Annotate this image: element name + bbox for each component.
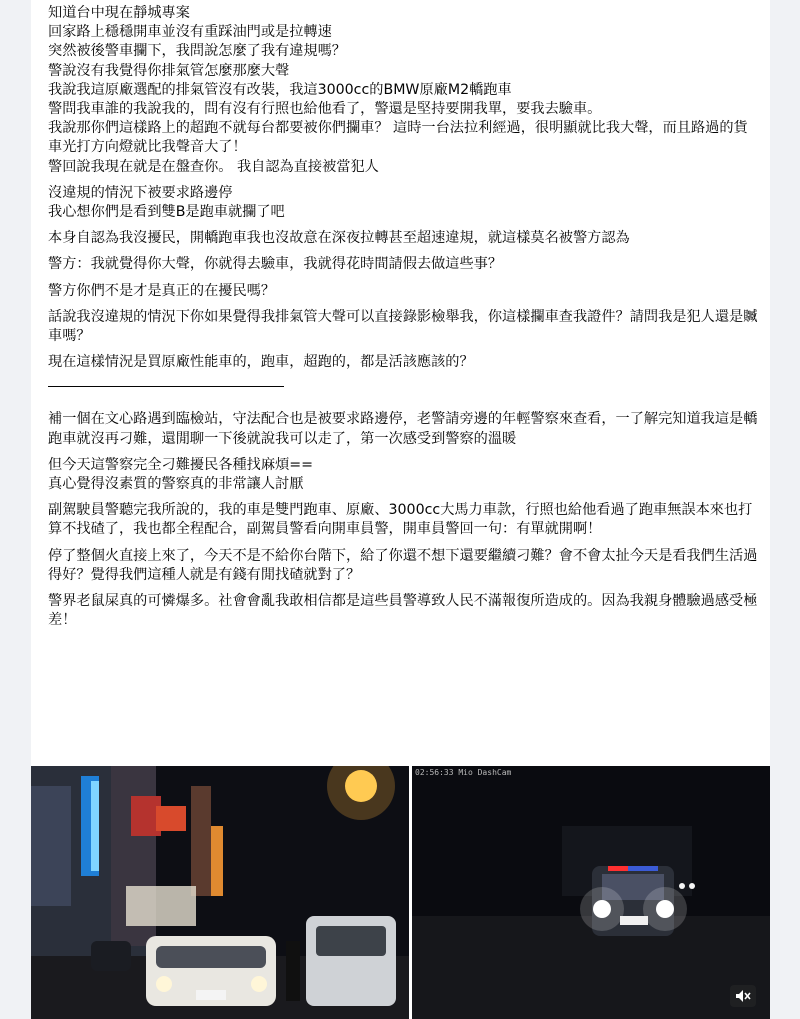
post-paragraphs-after: [48, 410, 760, 630]
post-card: [31, 0, 770, 1019]
paragraph: [48, 501, 760, 539]
paragraph: [48, 308, 760, 346]
post-text: [48, 4, 760, 637]
paragraph-line: 警回說我現在就是在盤查你。 我自認為直接被當犯人: [48, 158, 379, 175]
paragraph-line: 停了整個火直接上來了，今天不是不給你台階下，給了你還不想下還要繼續刁難？會不會太扯今天是看我們生活過得好？覺得我們這種人就是有錢有閒找碴就對了？: [48, 547, 758, 583]
paragraph-line: 我心想你們是看到雙B是跑車就攔了吧: [48, 204, 285, 221]
paragraph-line: 本身自認為我沒擾民，開轎跑車我也沒故意在深夜拉轉甚至超速違規，就這樣莫名被警方認為: [48, 230, 630, 247]
post-paragraphs: [48, 4, 760, 372]
text-divider: [48, 386, 284, 387]
paragraph-line: 警方你們不是才是真正的在擾民嗎？: [48, 282, 276, 299]
paragraph: [48, 255, 760, 274]
speaker-glyph-icon: [735, 989, 751, 1003]
paragraph-line: 警問我車誰的我說我的，問有沒有行照也給他看了，警還是堅持要開我單，要我去驗車。: [48, 101, 602, 118]
paragraph-line: 警說沒有我覺得你排氣管怎麼那麼大聲: [48, 62, 290, 79]
paragraph: [48, 456, 760, 494]
paragraph: [48, 282, 760, 301]
street-scene-drawing: [31, 766, 409, 1019]
left-background-rail: [0, 0, 31, 1019]
paragraph-line: 知道台中現在靜城專案: [48, 5, 190, 21]
paragraph-line: 現在這樣情況是買原廠性能車的，跑車，超跑的，都是活該應該的？: [48, 354, 474, 371]
paragraph-line: 我說我這原廠選配的排氣管沒有改裝，我這3000cc的BMW原廠M2轎跑車: [48, 81, 512, 98]
paragraph-line: 警方：我就覺得你大聲，你就得去驗車，我就得花時間請假去做這些事？: [48, 256, 503, 273]
paragraph: [48, 592, 760, 630]
paragraph: [48, 184, 760, 222]
photo-street-night[interactable]: [31, 766, 409, 1019]
media-grid: [31, 766, 770, 1019]
paragraph: [48, 353, 760, 372]
right-background-rail: [770, 0, 800, 1019]
paragraph-line: 沒違規的情況下被要求路邊停: [48, 184, 233, 201]
paragraph: [48, 547, 760, 585]
paragraph: [48, 4, 760, 177]
dashcam-scene-drawing: [412, 766, 770, 1019]
paragraph-line: 突然被後警車攔下，我問說怎麼了我有違規嗎？: [48, 43, 346, 60]
paragraph-line: 副駕駛員警聽完我所說的，我的車是雙門跑車、原廠、3000cc大馬力車款，行照也給他看過了跑車無誤本來也打算不找碴了，我也都全程配合，副駕員警看向開車員警，開車員警回一句：有單就開啊！: [48, 502, 753, 538]
paragraph-line: 回家路上穩穩開車並沒有重踩油門或是拉轉速: [48, 24, 332, 41]
dashcam-timestamp: 02:56:33 Mio DashCam: [415, 768, 512, 777]
paragraph-line: 但今天這警察完全刁難擾民各種找麻煩==: [48, 456, 313, 473]
paragraph-line: 話說我沒違規的情況下你如果覺得我排氣管大聲可以直接錄影檢舉我，你這樣攔車查我證件？請問我是犯人還是贓車嗎？: [48, 308, 758, 345]
mute-speaker-icon[interactable]: [730, 985, 756, 1007]
paragraph: [48, 229, 760, 248]
paragraph: [48, 410, 760, 448]
photo-dashcam[interactable]: [412, 766, 770, 1019]
paragraph-line: 真心覺得沒素質的警察真的非常讓人討厭: [48, 476, 304, 493]
paragraph-line: 我說那你們這樣路上的超跑不就每台都要被你們攔車？ 這時一台法拉利經過，很明顯就比我大聲，而且路過的貨車光打方向燈就比我聲音大了！: [48, 120, 748, 156]
paragraph-line: 補一個在文心路遇到臨檢站，守法配合也是被要求路邊停，老警請旁邊的年輕警察來查看，一了解完知道我這是轎跑車就沒再刁難，還閒聊一下後就說我可以走了，第一次感受到警察的溫暖: [48, 411, 758, 447]
paragraph-line: 警界老鼠屎真的可憐爆多。社會會亂我敢相信都是這些員警導致人民不滿報復所造成的。因為我親身體驗過感受極差！: [48, 593, 758, 629]
